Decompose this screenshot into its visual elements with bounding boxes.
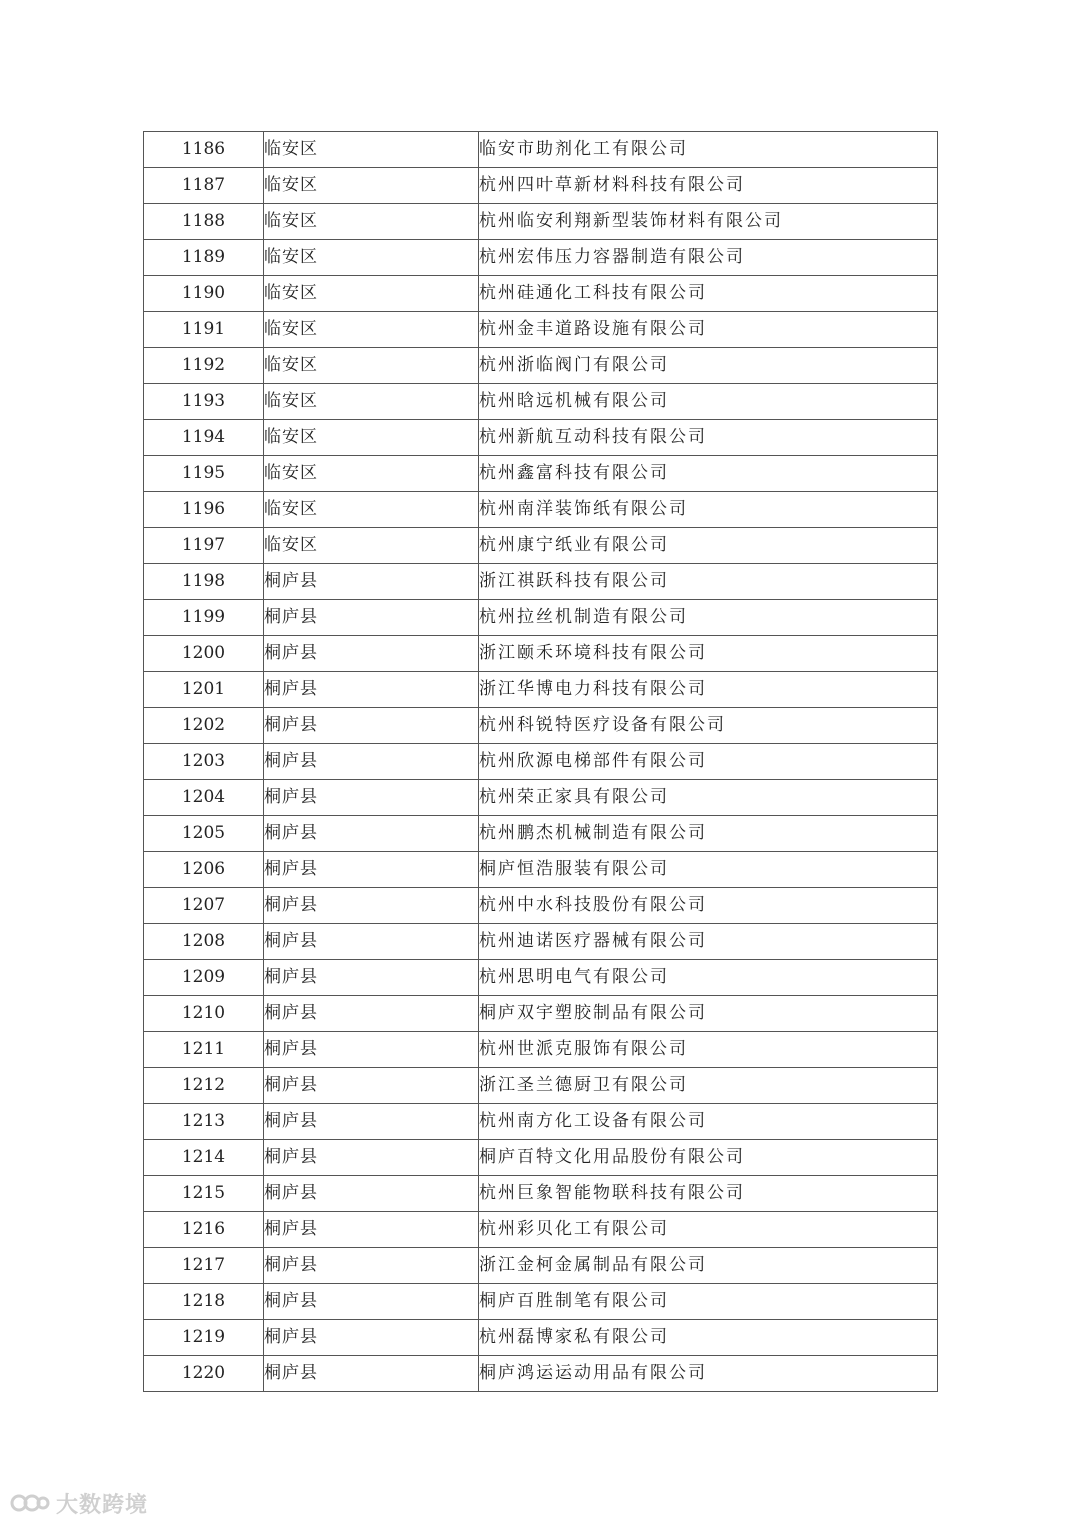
table-row <box>144 960 938 996</box>
row-number-cell: 1206 <box>144 852 264 888</box>
company-name-cell: 杭州新航互动科技有限公司 <box>479 420 938 456</box>
district-cell: 桐庐县 <box>264 744 479 780</box>
table-row <box>144 1356 938 1392</box>
table-row <box>144 492 938 528</box>
row-number-cell: 1216 <box>144 1212 264 1248</box>
row-number-cell: 1188 <box>144 204 264 240</box>
table-row <box>144 204 938 240</box>
district-cell: 临安区 <box>264 528 479 564</box>
table-row <box>144 816 938 852</box>
row-number-cell: 1215 <box>144 1176 264 1212</box>
company-name-cell: 杭州硅通化工科技有限公司 <box>479 276 938 312</box>
district-cell: 桐庐县 <box>264 780 479 816</box>
table-row <box>144 780 938 816</box>
watermark-text: 大数跨境 <box>56 1492 149 1518</box>
district-cell: 桐庐县 <box>264 1212 479 1248</box>
district-cell: 桐庐县 <box>264 1176 479 1212</box>
table-row <box>144 672 938 708</box>
row-number-cell: 1211 <box>144 1032 264 1068</box>
company-name-cell: 临安市助剂化工有限公司 <box>479 132 938 168</box>
company-name-cell: 浙江金柯金属制品有限公司 <box>479 1248 938 1284</box>
table-row <box>144 996 938 1032</box>
row-number-cell: 1209 <box>144 960 264 996</box>
table-row <box>144 1032 938 1068</box>
row-number-cell: 1197 <box>144 528 264 564</box>
company-name-cell: 杭州中水科技股份有限公司 <box>479 888 938 924</box>
company-name-cell: 杭州科锐特医疗设备有限公司 <box>479 708 938 744</box>
row-number-cell: 1217 <box>144 1248 264 1284</box>
table-row <box>144 564 938 600</box>
district-cell: 桐庐县 <box>264 564 479 600</box>
table-row <box>144 1068 938 1104</box>
district-cell: 桐庐县 <box>264 996 479 1032</box>
district-cell: 临安区 <box>264 132 479 168</box>
table-row <box>144 528 938 564</box>
district-cell: 桐庐县 <box>264 1356 479 1392</box>
district-cell: 临安区 <box>264 456 479 492</box>
company-name-cell: 浙江颐禾环境科技有限公司 <box>479 636 938 672</box>
district-cell: 桐庐县 <box>264 1104 479 1140</box>
row-number-cell: 1219 <box>144 1320 264 1356</box>
district-cell: 桐庐县 <box>264 960 479 996</box>
district-cell: 临安区 <box>264 312 479 348</box>
company-name-cell: 杭州磊博家私有限公司 <box>479 1320 938 1356</box>
district-cell: 桐庐县 <box>264 672 479 708</box>
company-name-cell: 杭州欣源电梯部件有限公司 <box>479 744 938 780</box>
table-row <box>144 1212 938 1248</box>
table-row <box>144 1248 938 1284</box>
row-number-cell: 1204 <box>144 780 264 816</box>
table-row <box>144 924 938 960</box>
company-name-cell: 杭州宏伟压力容器制造有限公司 <box>479 240 938 276</box>
district-cell: 临安区 <box>264 420 479 456</box>
row-number-cell: 1199 <box>144 600 264 636</box>
table-row <box>144 744 938 780</box>
table-row <box>144 1140 938 1176</box>
row-number-cell: 1187 <box>144 168 264 204</box>
table-row <box>144 132 938 168</box>
company-name-cell: 杭州巨象智能物联科技有限公司 <box>479 1176 938 1212</box>
table-row <box>144 1104 938 1140</box>
company-name-cell: 浙江祺跃科技有限公司 <box>479 564 938 600</box>
row-number-cell: 1220 <box>144 1356 264 1392</box>
company-name-cell: 杭州鑫富科技有限公司 <box>479 456 938 492</box>
row-number-cell: 1218 <box>144 1284 264 1320</box>
company-name-cell: 杭州四叶草新材料科技有限公司 <box>479 168 938 204</box>
row-number-cell: 1214 <box>144 1140 264 1176</box>
company-name-cell: 桐庐百特文化用品股份有限公司 <box>479 1140 938 1176</box>
table-row <box>144 240 938 276</box>
company-name-cell: 桐庐双宇塑胶制品有限公司 <box>479 996 938 1032</box>
table-row <box>144 1176 938 1212</box>
district-cell: 临安区 <box>264 168 479 204</box>
district-cell: 临安区 <box>264 204 479 240</box>
district-cell: 桐庐县 <box>264 1068 479 1104</box>
row-number-cell: 1210 <box>144 996 264 1032</box>
table-row <box>144 348 938 384</box>
row-number-cell: 1191 <box>144 312 264 348</box>
company-name-cell: 杭州鹏杰机械制造有限公司 <box>479 816 938 852</box>
company-name-cell: 杭州迪诺医疗器械有限公司 <box>479 924 938 960</box>
table-row <box>144 420 938 456</box>
company-name-cell: 杭州南洋装饰纸有限公司 <box>479 492 938 528</box>
company-name-cell: 杭州金丰道路设施有限公司 <box>479 312 938 348</box>
company-name-cell: 杭州拉丝机制造有限公司 <box>479 600 938 636</box>
row-number-cell: 1212 <box>144 1068 264 1104</box>
company-name-cell: 桐庐鸿运运动用品有限公司 <box>479 1356 938 1392</box>
district-cell: 临安区 <box>264 276 479 312</box>
company-table-body <box>144 132 938 1392</box>
company-name-cell: 杭州晗远机械有限公司 <box>479 384 938 420</box>
row-number-cell: 1193 <box>144 384 264 420</box>
district-cell: 桐庐县 <box>264 708 479 744</box>
row-number-cell: 1205 <box>144 816 264 852</box>
company-name-cell: 浙江圣兰德厨卫有限公司 <box>479 1068 938 1104</box>
row-number-cell: 1196 <box>144 492 264 528</box>
row-number-cell: 1208 <box>144 924 264 960</box>
district-cell: 临安区 <box>264 384 479 420</box>
row-number-cell: 1195 <box>144 456 264 492</box>
company-name-cell: 浙江华博电力科技有限公司 <box>479 672 938 708</box>
table-row <box>144 276 938 312</box>
table-row <box>144 888 938 924</box>
district-cell: 桐庐县 <box>264 816 479 852</box>
company-name-cell: 杭州彩贝化工有限公司 <box>479 1212 938 1248</box>
row-number-cell: 1198 <box>144 564 264 600</box>
row-number-cell: 1189 <box>144 240 264 276</box>
row-number-cell: 1203 <box>144 744 264 780</box>
brand-logo-icon <box>10 1490 50 1516</box>
company-name-cell: 杭州荣正家具有限公司 <box>479 780 938 816</box>
table-row <box>144 1320 938 1356</box>
row-number-cell: 1201 <box>144 672 264 708</box>
district-cell: 临安区 <box>264 492 479 528</box>
row-number-cell: 1192 <box>144 348 264 384</box>
row-number-cell: 1207 <box>144 888 264 924</box>
table-row <box>144 168 938 204</box>
company-name-cell: 杭州南方化工设备有限公司 <box>479 1104 938 1140</box>
district-cell: 临安区 <box>264 348 479 384</box>
row-number-cell: 1202 <box>144 708 264 744</box>
row-number-cell: 1186 <box>144 132 264 168</box>
table-row <box>144 1284 938 1320</box>
row-number-cell: 1213 <box>144 1104 264 1140</box>
table-row <box>144 456 938 492</box>
district-cell: 桐庐县 <box>264 852 479 888</box>
district-cell: 桐庐县 <box>264 1320 479 1356</box>
company-name-cell: 杭州思明电气有限公司 <box>479 960 938 996</box>
company-name-cell: 杭州康宁纸业有限公司 <box>479 528 938 564</box>
district-cell: 桐庐县 <box>264 1248 479 1284</box>
row-number-cell: 1194 <box>144 420 264 456</box>
district-cell: 桐庐县 <box>264 600 479 636</box>
table-row <box>144 708 938 744</box>
company-name-cell: 杭州世派克服饰有限公司 <box>479 1032 938 1068</box>
company-table <box>143 131 938 1392</box>
table-row <box>144 312 938 348</box>
company-name-cell: 桐庐恒浩服装有限公司 <box>479 852 938 888</box>
row-number-cell: 1200 <box>144 636 264 672</box>
table-row <box>144 852 938 888</box>
table-row <box>144 600 938 636</box>
company-name-cell: 桐庐百胜制笔有限公司 <box>479 1284 938 1320</box>
company-name-cell: 杭州临安利翔新型装饰材料有限公司 <box>479 204 938 240</box>
company-name-cell: 杭州浙临阀门有限公司 <box>479 348 938 384</box>
district-cell: 桐庐县 <box>264 1284 479 1320</box>
watermark <box>10 1488 148 1518</box>
row-number-cell: 1190 <box>144 276 264 312</box>
district-cell: 桐庐县 <box>264 636 479 672</box>
district-cell: 桐庐县 <box>264 888 479 924</box>
district-cell: 桐庐县 <box>264 1032 479 1068</box>
district-cell: 桐庐县 <box>264 924 479 960</box>
table-row <box>144 636 938 672</box>
table-row <box>144 384 938 420</box>
district-cell: 临安区 <box>264 240 479 276</box>
district-cell: 桐庐县 <box>264 1140 479 1176</box>
